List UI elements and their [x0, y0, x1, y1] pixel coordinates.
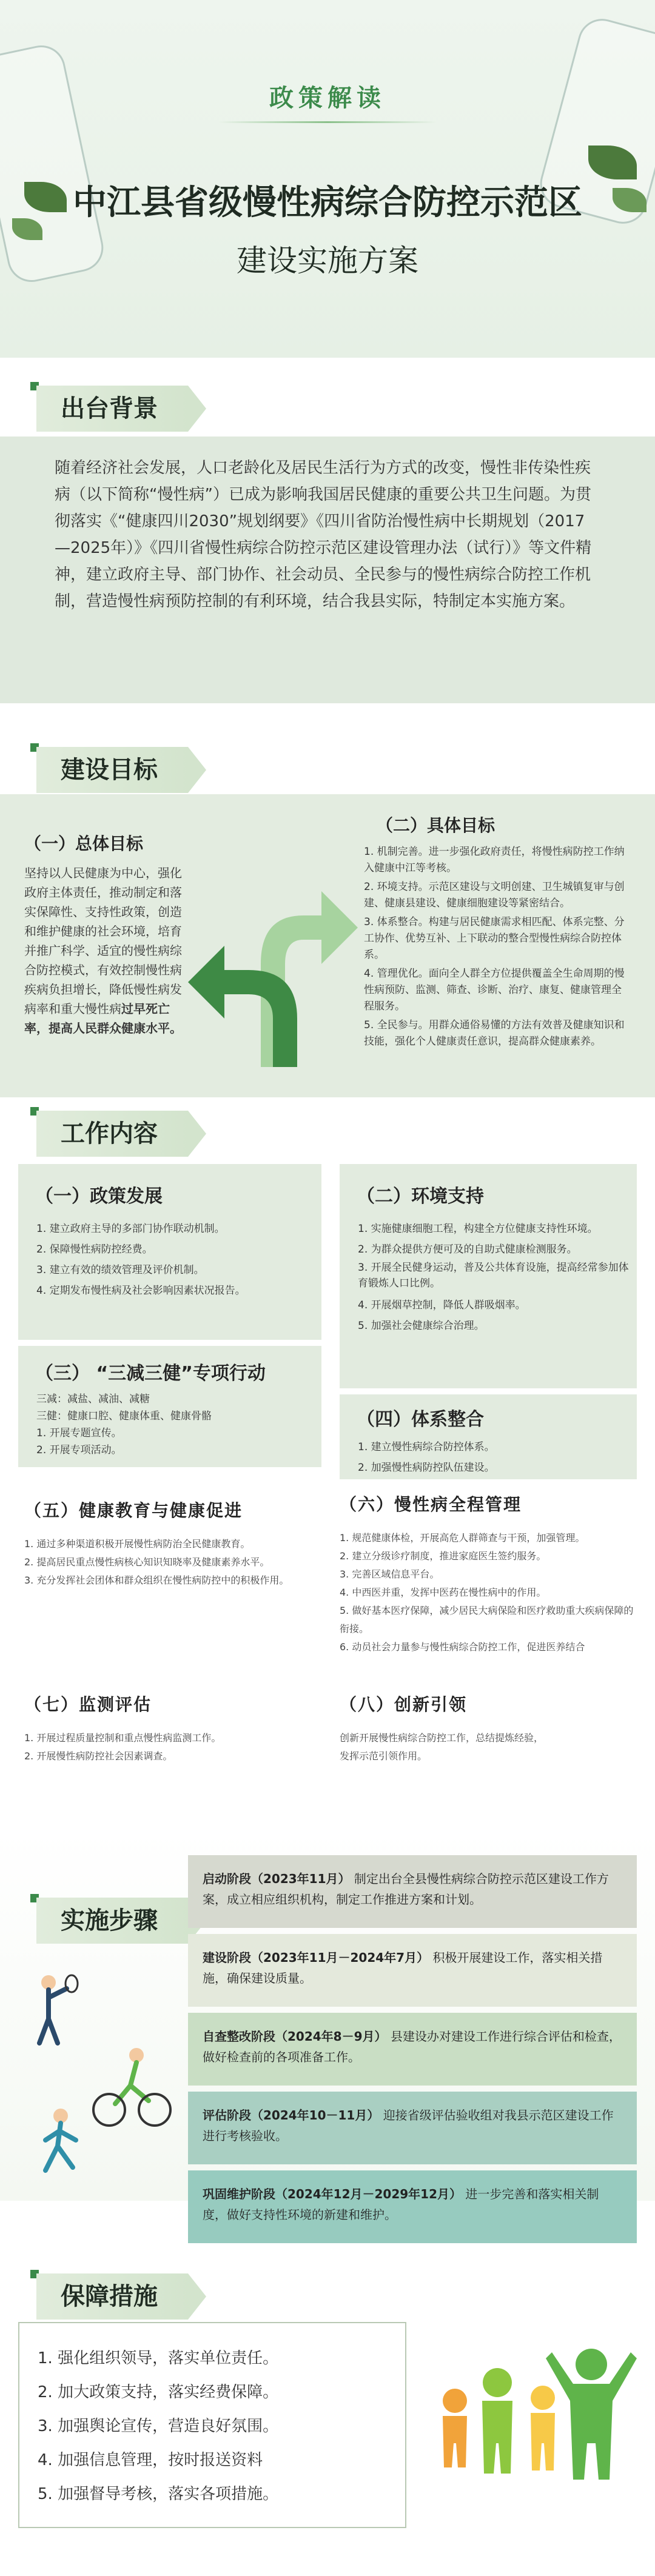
person-body	[531, 2413, 555, 2471]
step-item	[188, 1855, 637, 1928]
person-body	[443, 2416, 467, 2467]
list-item: 2. 为群众提供方便可及的自助式健康检测服务。	[358, 1243, 577, 1256]
list-item: 2. 开展慢性病防控社会因素调查。	[24, 1750, 173, 1762]
page-title-line2: 建设实施方案	[237, 243, 418, 278]
overall-goal-title: （一）总体目标	[24, 834, 144, 854]
list-item: 三减：减盐、减油、减糖	[36, 1393, 150, 1405]
list-item: 2. 加大政策支持，落实经费保障。	[38, 2383, 279, 2401]
list-item: 2. 提高居民重点慢性病核心知识知晓率及健康素养水平。	[24, 1556, 270, 1568]
kicker-underline	[218, 121, 437, 123]
list-item: 1. 通过多种渠道积极开展慢性病防治全民健康教育。	[24, 1538, 250, 1550]
section-tag-goals: 建设目标	[36, 747, 188, 793]
list-item: 1. 开展专题宣传。	[36, 1427, 122, 1439]
list-item: 三健：健康口腔、健康体重、健康骨骼	[36, 1410, 212, 1422]
kicker-title: 政策解读	[269, 84, 386, 112]
list-item: 1. 规范健康体检，开展高危人群筛查与干预，加强管理。	[340, 1532, 585, 1544]
work-innovation	[340, 1691, 637, 1765]
person-body	[482, 2401, 512, 2474]
work-management-title: （六）慢性病全程管理	[340, 1494, 522, 1514]
specific-goal	[364, 812, 631, 1052]
step-phase: 自查整改阶段（2024年8－9月）	[203, 2029, 387, 2044]
specific-goal-item: 3. 体系整合。构建与居民健康需求相匹配、体系完整、分工协作、优势互补、上下联动的整合型慢性病综合防控体系。	[364, 916, 625, 961]
step-text: 进一步完善和落实相关制度，做好支持性环境的新建和维护。	[203, 2187, 599, 2222]
header-banner	[0, 0, 655, 358]
work-education-title: （五）健康教育与健康促进	[24, 1500, 243, 1521]
guarantee-list	[18, 2322, 406, 2528]
list-item: 2. 保障慢性病防控经费。	[36, 1243, 153, 1256]
list-item: 5. 加强督导考核，落实各项措施。	[38, 2485, 279, 2503]
bike-wheel-back	[93, 2094, 125, 2126]
work-box-three-reduce	[18, 1346, 321, 1467]
work-box-policy	[18, 1164, 321, 1340]
work-innovation-title: （八）创新引领	[340, 1694, 468, 1715]
list-item: 6. 动员社会力量参与慢性病综合防控工作，促进医养结合	[340, 1641, 585, 1653]
list-item: 2. 建立分级诊疗制度，推进家庭医生签约服务。	[340, 1550, 546, 1562]
work-box-environment	[340, 1164, 637, 1388]
work-policy-title: （一）政策发展	[35, 1186, 163, 1207]
list-item: 3. 建立有效的绩效管理及评价机制。	[36, 1264, 204, 1276]
work-education	[24, 1497, 315, 1590]
work-system-title: （四）体系整合	[357, 1409, 484, 1430]
list-item: 5. 加强社会健康综合治理。	[358, 1320, 485, 1332]
work-box-system	[340, 1394, 637, 1479]
list-item: 5. 做好基本医疗保障，减少居民大病保险和医疗救助重大疾病保障的衔接。	[340, 1605, 634, 1634]
work-environment-title: （二）环境支持	[357, 1186, 484, 1207]
specific-goal-item: 1. 机制完善。进一步强化政府责任，将慢性病防控工作纳入健康中江等考核。	[364, 846, 625, 874]
page-title-line1: 中江县省级慢性病综合防控示范区	[73, 183, 582, 222]
section-tag-guarantee: 保障措施	[36, 2273, 188, 2320]
step-text: 制定出台全县慢性病综合防控示范区建设工作方案，成立相应组织机构，制定工作推进方案和计划。	[203, 1872, 609, 1907]
step-text: 县建设办对建设工作进行综合评估和检查，做好检查前的各项准备工作。	[203, 2029, 621, 2064]
list-item: 3. 加强舆论宣传，营造良好氛围。	[38, 2417, 279, 2435]
work-three-reduce-title: （三） “三减三健”专项行动	[35, 1363, 266, 1384]
split-arrow-graphic	[182, 873, 364, 1067]
specific-goal-title: （二）具体目标	[376, 815, 495, 835]
list-item: 4. 开展烟草控制，降低人群吸烟率。	[358, 1299, 526, 1311]
list-item: 4. 定期发布慢性病及社会影响因素状况报告。	[36, 1285, 246, 1297]
section-tag-work: 工作内容	[36, 1111, 188, 1157]
list-item: 2. 加强慢性病防控队伍建设。	[358, 1462, 495, 1474]
work-monitor	[24, 1691, 315, 1765]
list-item: 3. 完善区域信息平台。	[340, 1568, 440, 1580]
list-item: 1. 实施健康细胞工程，构建全方位健康支持性环境。	[358, 1223, 598, 1235]
step-phase: 评估阶段（2024年10－11月）	[203, 2108, 380, 2123]
people-group-graphic	[425, 2340, 637, 2504]
specific-goal-item: 5. 全民参与。用群众通俗易懂的方法有效普及健康知识和技能，强化个人健康责任意识，提高群众健康素养。	[364, 1019, 625, 1048]
step-phase: 建设阶段（2023年11月－2024年7月）	[203, 1950, 429, 1965]
list-item: 1. 建立慢性病综合防控体系。	[358, 1441, 495, 1453]
bike-wheel-front	[139, 2094, 170, 2126]
person-head	[483, 2368, 512, 2397]
list-item: 4. 加强信息管理，按时报送资料	[38, 2451, 263, 2469]
list-item: 2. 开展专项活动。	[36, 1444, 122, 1456]
list-item: 创新开展慢性病综合防控工作，总结提炼经验，	[340, 1732, 544, 1744]
sports-people-graphic	[24, 1964, 182, 2183]
specific-goal-item: 4. 管理优化。面向全人群全方位提供覆盖全生命周期的慢性病预防、监测、筛查、诊断、治疗、康复、健康管理全程服务。	[364, 968, 625, 1012]
section-tag-steps: 实施步骤	[36, 1898, 188, 1944]
list-item: 1. 开展过程质量控制和重点慢性病监测工作。	[24, 1732, 221, 1744]
specific-goal-item: 2. 环境支持。示范区建设与文明创建、卫生城镇复审与创建、健康县建设、健康细胞建设等紧密结合。	[364, 881, 625, 909]
tennis-racket	[66, 1975, 78, 1992]
step-item	[188, 1934, 637, 2007]
tennis-player-body	[39, 1989, 67, 2043]
step-text: 迎接省级评估验收组对我县示范区建设工作进行考核验收。	[203, 2108, 614, 2143]
list-item: 3. 开展全民健身运动，普及公共体育设施，提高经常参加体育锻炼人口比例。	[358, 1262, 629, 1290]
list-item: 1. 建立政府主导的多部门协作联动机制。	[36, 1223, 225, 1235]
list-item: 3. 充分发挥社会团体和群众组织在慢性病防控中的积极作用。	[24, 1574, 289, 1586]
overall-goal-bold: 过早死亡率，提高人民群众健康水平。	[24, 1002, 182, 1035]
list-item: 1. 强化组织领导，落实单位责任。	[38, 2349, 279, 2367]
step-item	[188, 2170, 637, 2243]
section-tag-background: 出台背景	[36, 386, 188, 432]
runner-body	[45, 2123, 76, 2170]
person-head	[531, 2386, 555, 2410]
overall-goal-body: 坚持以人民健康为中心，强化政府主体责任，推动制定和落实保障性、支持性政策，创造和维护健康的社会环境，培育并推广科学、适宜的慢性病综合防控模式，有效控制慢性病疾病负担增长，降低慢性病发病率和重大慢性病	[24, 866, 182, 1016]
step-item	[188, 2013, 637, 2086]
background-text: 随着经济社会发展，人口老龄化及居民生活行为方式的改变，慢性非传染性疾病（以下简称“慢性病”）已成为影响我国居民健康的重要公共卫生问题。为贯彻落实《“健康四川2030”规划纲要》《四川省防治慢性病中长期规划（2017—2025年）》《四川省慢性病综合防控示范区建设管理办法（试行）》等文件精神，建立政府主导、部门协作、社会动员、全民参与的慢性病综合防控工作机制，营造慢性病预防控制的有利环境，结合我县实际，特制定本实施方案。	[55, 459, 592, 611]
person-head	[576, 2349, 607, 2380]
step-item	[188, 2092, 637, 2164]
list-item: 4. 中西医并重，发挥中医药在慢性病中的作用。	[340, 1587, 546, 1598]
work-monitor-title: （七）监测评估	[24, 1694, 152, 1715]
step-text: 积极开展建设工作，落实相关措施，确保建设质量。	[203, 1950, 603, 1986]
work-management	[340, 1491, 637, 1656]
list-item: 发挥示范引领作用。	[340, 1750, 428, 1762]
step-phase: 巩固维护阶段（2024年12月－2029年12月）	[203, 2187, 462, 2201]
overall-goal	[24, 831, 182, 1038]
overall-goal-text	[24, 863, 182, 1038]
step-phase: 启动阶段（2023年11月）	[203, 1872, 351, 1886]
person-head	[443, 2389, 467, 2413]
